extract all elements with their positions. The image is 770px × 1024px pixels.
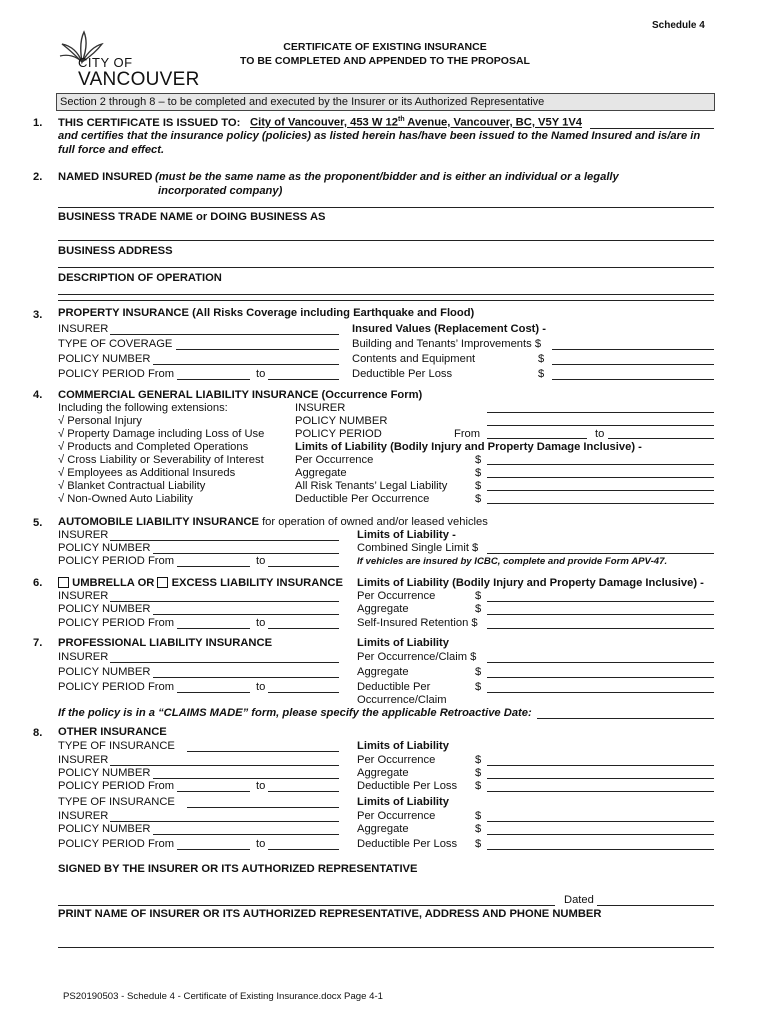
print-name-label: PRINT NAME OF INSURER OR ITS AUTHORIZED REPRESENTATIVE, ADDRESS AND PHONE NUMBER — [58, 908, 602, 920]
s4-deductible-label: Deductible Per Occurrence — [295, 493, 430, 505]
s8-type-label: TYPE OF INSURANCE — [58, 796, 175, 808]
s3-insurer-field[interactable] — [110, 334, 339, 335]
s4-to-label: to — [595, 428, 605, 440]
logo-vancouver: VANCOUVER — [78, 69, 200, 90]
s3-type-field[interactable] — [176, 349, 339, 350]
s8b-to-field[interactable] — [268, 849, 339, 850]
s6-to-field[interactable] — [268, 628, 339, 629]
s3-building-field[interactable] — [552, 349, 714, 350]
s8-policy-label: POLICY NUMBER — [58, 823, 151, 835]
s8-limits-label: Limits of Liability — [357, 740, 449, 752]
s8-aggregate-label: Aggregate — [357, 767, 409, 779]
s4-insurer-field[interactable] — [487, 412, 714, 413]
s8b-aggregate-field[interactable] — [487, 834, 714, 835]
s8-limits-label: Limits of Liability — [357, 796, 449, 808]
s4-insurer-label: INSURER — [295, 402, 346, 414]
s6-title: UMBRELLA OR EXCESS LIABILITY INSURANCE — [58, 577, 343, 589]
s8a-type-field[interactable] — [187, 751, 339, 752]
s2-desc-label: DESCRIPTION OF OPERATION — [58, 272, 222, 284]
s3-type-label: TYPE OF COVERAGE — [58, 338, 173, 350]
s3-period-label: POLICY PERIOD From — [58, 368, 175, 380]
s4-ext-item: √ Blanket Contractual Liability — [58, 480, 206, 492]
s3-policy-label: POLICY NUMBER — [58, 353, 151, 365]
s5-icbc-note: If vehicles are insured by ICBC, complete and provide Form APV-47. — [357, 556, 668, 567]
s4-limits-label: Limits of Liability (Bodily Injury and Property Damage Inclusive) - — [295, 441, 642, 453]
s7-aggregate-field[interactable] — [487, 677, 714, 678]
s7-per-claim-label: Per Occurrence/Claim $ — [357, 651, 477, 663]
s5-period-label: POLICY PERIOD From — [58, 555, 175, 567]
s2-label: NAMED INSURED — [58, 171, 153, 183]
s3-title: PROPERTY INSURANCE (All Risks Coverage including Earthquake and Flood) — [58, 307, 475, 319]
s8a-to-field[interactable] — [268, 791, 339, 792]
s1-certify-text: and certifies that the insurance policy (policies) as listed herein has/have been issued to the Named Insured and is/are in — [58, 130, 701, 142]
s7-title: PROFESSIONAL LIABILITY INSURANCE — [58, 637, 273, 649]
s6-policy-label: POLICY NUMBER — [58, 603, 151, 615]
s4-number: 4. — [33, 389, 43, 401]
s7-claims-made-text: If the policy is in a “CLAIMS MADE” form, please specify the applicable Retroactive Date: — [58, 707, 532, 719]
s5-limits-label: Limits of Liability - — [357, 529, 456, 541]
s5-to-field[interactable] — [268, 566, 339, 567]
s4-per-occ-field[interactable] — [487, 464, 714, 465]
s7-deductible-label-2: Occurrence/Claim — [357, 694, 447, 706]
s5-number: 5. — [33, 517, 43, 529]
s7-aggregate-label: Aggregate — [357, 666, 409, 678]
s8-deductible-label: Deductible Per Loss — [357, 780, 458, 792]
s8-title: OTHER INSURANCE — [58, 726, 167, 738]
s3-contents-field[interactable] — [552, 364, 714, 365]
dated-label: Dated — [564, 894, 594, 906]
s5-insurer-label: INSURER — [58, 529, 109, 541]
s8-aggregate-label: Aggregate — [357, 823, 409, 835]
s4-aggregate-field[interactable] — [487, 477, 714, 478]
s2-number: 2. — [33, 171, 43, 183]
s7-insurer-label: INSURER — [58, 651, 109, 663]
s4-tenants-label: All Risk Tenants’ Legal Liability — [295, 480, 448, 492]
s4-ext-item: √ Property Damage including Loss of Use — [58, 428, 265, 440]
dated-field[interactable] — [597, 905, 714, 906]
s6-per-occ-field[interactable] — [487, 601, 714, 602]
s7-deductible-label: Deductible Per — [357, 681, 431, 693]
s4-title: COMMERCIAL GENERAL LIABILITY INSURANCE (Occurrence Form) — [58, 389, 423, 401]
s8-policy-label: POLICY NUMBER — [58, 767, 151, 779]
s5-from-field[interactable] — [177, 566, 250, 567]
s7-period-label: POLICY PERIOD From — [58, 681, 175, 693]
s8a-aggregate-field[interactable] — [487, 778, 714, 779]
s8a-from-field[interactable] — [177, 791, 250, 792]
s4-to-field[interactable] — [608, 438, 714, 439]
s8b-from-field[interactable] — [177, 849, 250, 850]
business-address-line[interactable] — [58, 267, 714, 268]
logo-city-of: CITY OF — [78, 55, 133, 70]
s8-number: 8. — [33, 727, 43, 739]
s6-sir-label: Self-Insured Retention $ — [357, 617, 478, 629]
schedule-label: Schedule 4 — [652, 20, 705, 31]
description-line-1[interactable] — [58, 294, 714, 295]
doc-title: CERTIFICATE OF EXISTING INSURANCE — [283, 41, 487, 53]
umbrella-checkbox[interactable] — [58, 577, 69, 588]
s5-insurer-field[interactable] — [110, 540, 339, 541]
s8a-deductible-field[interactable] — [487, 791, 714, 792]
s4-ext-item: √ Cross Liability or Severability of Interest — [58, 454, 264, 466]
s4-ext-item: √ Employees as Additional Insureds — [58, 467, 236, 479]
s4-period-label: POLICY PERIOD — [295, 428, 382, 440]
s7-number: 7. — [33, 637, 43, 649]
s7-policy-field[interactable] — [153, 677, 339, 678]
s8-deductible-label: Deductible Per Loss — [357, 838, 458, 850]
s3-deductible-label: Deductible Per Loss — [352, 368, 453, 380]
s5-policy-field[interactable] — [153, 553, 339, 554]
s7-policy-label: POLICY NUMBER — [58, 666, 151, 678]
s2-note2: incorporated company) — [158, 185, 283, 197]
section-banner: Section 2 through 8 – to be completed and executed by the Insurer or its Authorized Representative — [56, 93, 715, 111]
s8-insurer-label: INSURER — [58, 754, 109, 766]
s5-csl-label: Combined Single Limit $ — [357, 542, 479, 554]
s3-number: 3. — [33, 309, 43, 321]
s4-deductible-field[interactable] — [487, 503, 714, 504]
trade-name-line[interactable] — [58, 240, 714, 241]
s8-insurer-label: INSURER — [58, 810, 109, 822]
s8-period-label: POLICY PERIOD From — [58, 780, 175, 792]
s7-to-field[interactable] — [268, 692, 339, 693]
s7-from-field[interactable] — [177, 692, 250, 693]
s8-type-label: TYPE OF INSURANCE — [58, 740, 175, 752]
s1-force-text: full force and effect. — [58, 144, 165, 156]
s4-tenants-field[interactable] — [487, 490, 714, 491]
s6-limits-label: Limits of Liability (Bodily Injury and Property Damage Inclusive) - — [357, 577, 704, 589]
s6-number: 6. — [33, 577, 43, 589]
s1-address: City of Vancouver, 453 W 12th Avenue, Vancouver, BC, V5Y 1V4 — [250, 116, 583, 129]
s1-number: 1. — [33, 117, 43, 129]
s1-label: THIS CERTIFICATE IS ISSUED TO: — [58, 117, 241, 129]
s8b-insurer-field[interactable] — [110, 821, 339, 822]
s4-per-occ-label: Per Occurrence — [295, 454, 374, 466]
s7-deductible-field[interactable] — [487, 692, 714, 693]
s3-period-to-field[interactable] — [268, 379, 339, 380]
s8a-per-occ-field[interactable] — [487, 765, 714, 766]
s8b-type-field[interactable] — [187, 807, 339, 808]
s8-period-label: POLICY PERIOD From — [58, 838, 175, 850]
s8a-policy-field[interactable] — [153, 778, 339, 779]
s6-aggregate-field[interactable] — [487, 614, 714, 615]
s3-policy-field[interactable] — [153, 364, 339, 365]
s8-per-occ-label: Per Occurrence — [357, 754, 436, 766]
s3-insurer-label: INSURER — [58, 323, 109, 335]
s8b-deductible-field[interactable] — [487, 849, 714, 850]
s4-policy-label: POLICY NUMBER — [295, 415, 388, 427]
doc-subtitle: TO BE COMPLETED AND APPENDED TO THE PROPOSAL — [240, 55, 530, 67]
s2-address-label: BUSINESS ADDRESS — [58, 245, 173, 257]
s5-policy-label: POLICY NUMBER — [58, 542, 151, 554]
s7-insurer-field[interactable] — [110, 662, 339, 663]
s5-csl-field[interactable] — [487, 553, 714, 554]
s6-from-field[interactable] — [177, 628, 250, 629]
s2-note1: (must be the same name as the proponent/bidder and is either an individual or a legally — [155, 171, 619, 183]
s6-aggregate-label: Aggregate — [357, 603, 409, 615]
s8-per-occ-label: Per Occurrence — [357, 810, 436, 822]
print-name-field[interactable] — [58, 947, 714, 948]
signature-field[interactable] — [58, 905, 555, 906]
s7-per-claim-field[interactable] — [487, 662, 714, 663]
excess-checkbox[interactable] — [157, 577, 168, 588]
s4-from-label: From — [454, 428, 481, 440]
s4-from-field[interactable] — [487, 438, 587, 439]
s4-policy-field[interactable] — [487, 425, 714, 426]
s3-building-label: Building and Tenants’ Improvements $ — [352, 338, 542, 350]
named-insured-line[interactable] — [58, 207, 714, 208]
s4-ext-item: √ Personal Injury — [58, 415, 142, 427]
s6-per-occ-label: Per Occurrence — [357, 590, 436, 602]
s3-period-to-label: to — [256, 368, 266, 380]
s3-values-label: Insured Values (Replacement Cost) - — [352, 323, 546, 335]
s7-limits-label: Limits of Liability — [357, 637, 449, 649]
s8b-policy-field[interactable] — [153, 834, 339, 835]
s3-deductible-field[interactable] — [552, 379, 714, 380]
s6-period-label: POLICY PERIOD From — [58, 617, 175, 629]
signed-by-label: SIGNED BY THE INSURER OR ITS AUTHORIZED REPRESENTATIVE — [58, 863, 418, 875]
s6-insurer-field[interactable] — [110, 601, 339, 602]
s6-policy-field[interactable] — [153, 614, 339, 615]
s4-ext-item: √ Non-Owned Auto Liability — [58, 493, 193, 505]
s5-title: AUTOMOBILE LIABILITY INSURANCE for operation of owned and/or leased vehicles — [58, 516, 488, 528]
s7-retro-date-field[interactable] — [537, 718, 714, 719]
description-line-2[interactable] — [58, 300, 714, 301]
s8b-per-occ-field[interactable] — [487, 821, 714, 822]
s6-sir-field[interactable] — [487, 628, 714, 629]
s4-extensions-label: Including the following extensions: — [58, 402, 228, 414]
s6-insurer-label: INSURER — [58, 590, 109, 602]
s3-period-from-field[interactable] — [177, 379, 250, 380]
s3-contents-label: Contents and Equipment — [352, 353, 476, 365]
s4-aggregate-label: Aggregate — [295, 467, 347, 479]
s2-trade-label: BUSINESS TRADE NAME or DOING BUSINESS AS — [58, 211, 326, 223]
s4-ext-item: √ Products and Completed Operations — [58, 441, 249, 453]
page-footer: PS20190503 - Schedule 4 - Certificate of Existing Insurance.docx Page 4-1 — [63, 991, 383, 1002]
s8a-insurer-field[interactable] — [110, 765, 339, 766]
